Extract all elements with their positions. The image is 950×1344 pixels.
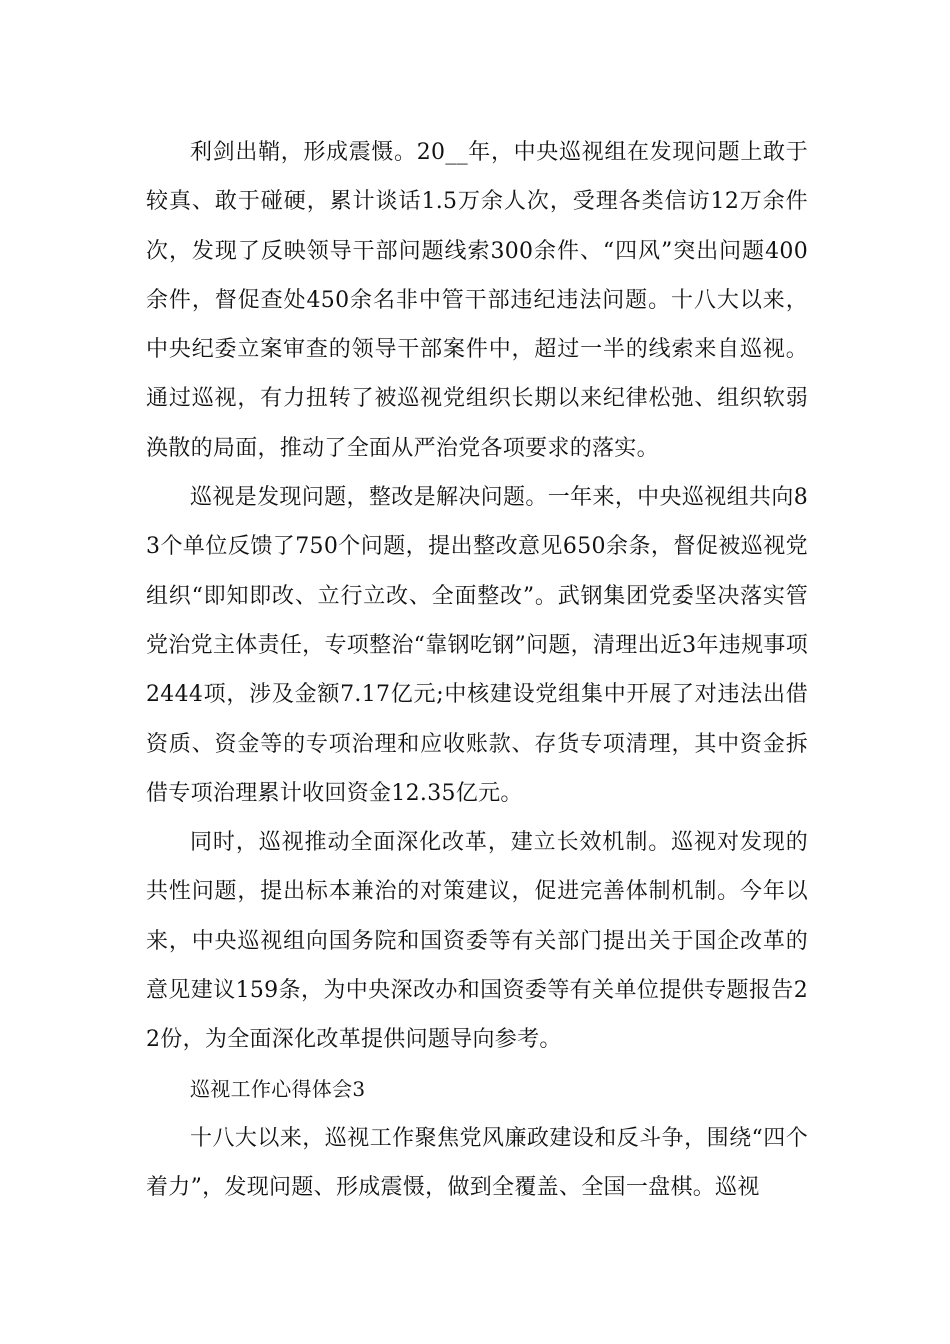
document-page (146, 128, 808, 1213)
paragraph-4: 十八大以来，巡视工作聚焦党风廉政建设和反斗争，围绕“四个着力”，发现问题、形成震慑，做到全覆盖、全国一盘棋。巡视 (146, 1125, 808, 1201)
paragraph-2: 巡视是发现问题，整改是解决问题。一年来，中央巡视组共向83个单位反馈了750个问题，提出整改意见650余条，督促被巡视党组织“即知即改、立行立改、全面整改”。武钢集团党委坚决落实管党治党主体责任，专项整治“靠钢吃钢”问题，清理出近3年违规事项2444项，涉及金额7.17亿元;中核建设党组集中开展了对违法出借资质、资金等的专项治理和应收账款、存货专项清理，其中资金拆借专项治理累计收回资金12.35亿元。 (146, 485, 808, 806)
paragraph-1: 利剑出鞘，形成震慑。20__年，中央巡视组在发现问题上敢于较真、敢于碰硬，累计谈话1.5万余人次，受理各类信访12万余件次，发现了反映领导干部问题线索300余件、“四风”突出问题400余件，督促查处450余名非中管干部违纪违法问题。十八大以来，中央纪委立案审查的领导干部案件中，超过一半的线索来自巡视。通过巡视，有力扭转了被巡视党组织长期以来纪律松弛、组织软弱涣散的局面，推动了全面从严治党各项要求的落实。 (146, 140, 808, 461)
paragraph-3: 同时，巡视推动全面深化改革，建立长效机制。巡视对发现的共性问题，提出标本兼治的对策建议，促进完善体制机制。今年以来，中央巡视组向国务院和国资委等有关部门提出关于国企改革的意见建议159条，为中央深改办和国资委等有关单位提供专题报告22份，为全面深化改革提供问题导向参考。 (146, 830, 808, 1053)
section-heading: 巡视工作心得体会3 (190, 1076, 366, 1101)
